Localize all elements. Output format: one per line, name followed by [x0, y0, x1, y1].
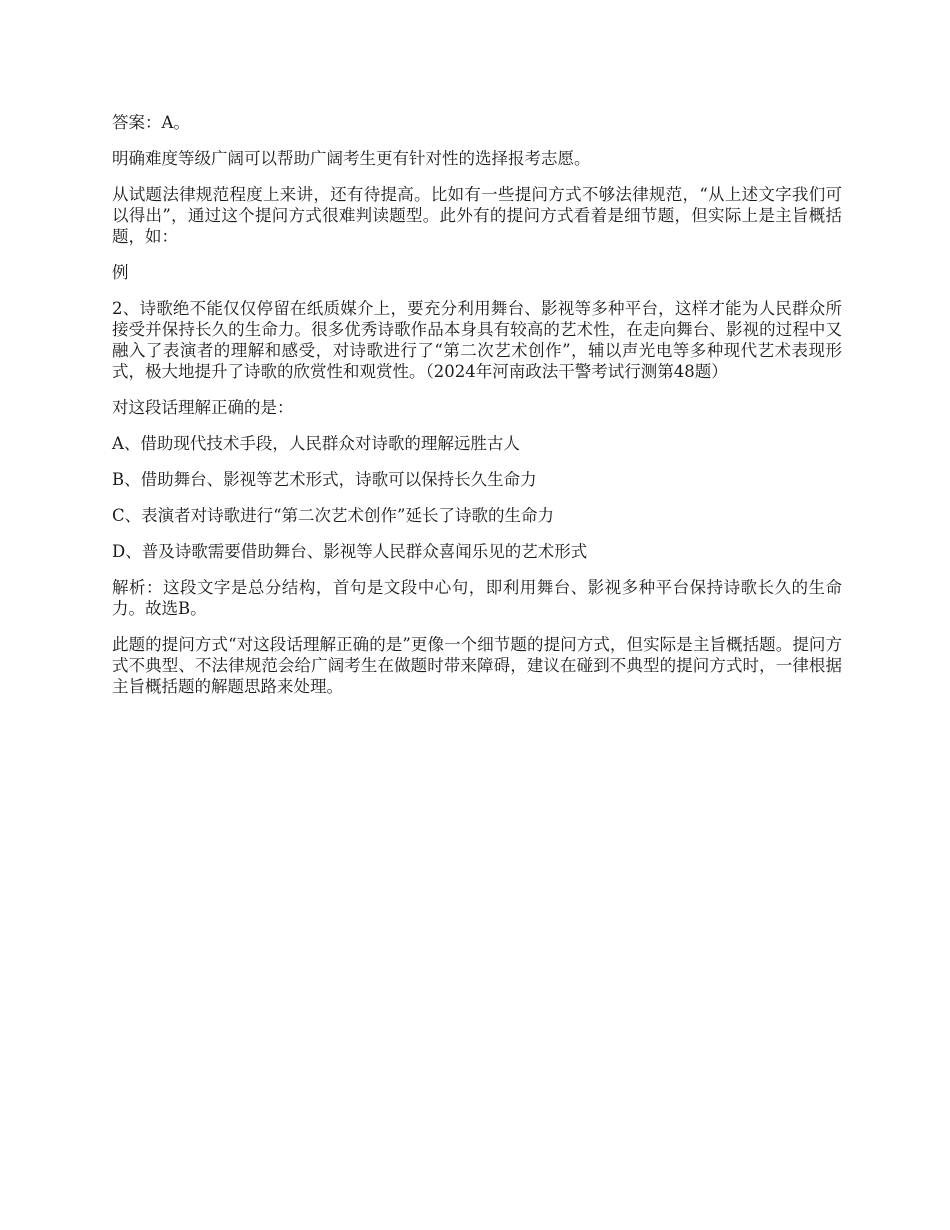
question-stem: 2、诗歌绝不能仅仅停留在纸质媒介上，要充分利用舞台、影视等多种平台，这样才能为人民群众所接受并保持长久的生命力。很多优秀诗歌作品本身具有较高的艺术性，在走向舞台、影视的过程中又融入了表演者的理解和感受，对诗歌进行了“第二次艺术创作”，辅以声光电等多种现代艺术表现形式，极大地提升了诗歌的欣赏性和观赏性。（2024年河南政法干警考试行测第48题）: [112, 299, 842, 381]
example-label: 例: [112, 263, 129, 282]
intro-paragraph: 明确难度等级广阔可以帮助广阔考生更有针对性的选择报考志愿。: [112, 149, 591, 168]
critique-paragraph: 从试题法律规范程度上来讲，还有待提高。比如有一些提问方式不够法律规范，“从上述文字我们可以得出”，通过这个提问方式很难判读题型。此外有的提问方式看着是细节题，但实际上是主旨概括题，如：: [112, 185, 842, 246]
analysis-paragraph: 解析：这段文字是总分结构，首句是文段中心句，即利用舞台、影视多种平台保持诗歌长久的生命力。故选B。: [112, 578, 842, 618]
conclusion-paragraph: 此题的提问方式“对这段话理解正确的是”更像一个细节题的提问方式，但实际是主旨概括题。提问方式不典型、不法律规范会给广阔考生在做题时带来障碍，建议在碰到不典型的提问方式时，一律根据主旨概括题的解题思路来处理。: [112, 635, 842, 696]
option-c: C、表演者对诗歌进行“第二次艺术创作”延长了诗歌的生命力: [112, 506, 554, 525]
document-body: [112, 112, 842, 712]
option-d: D、普及诗歌需要借助舞台、影视等人民群众喜闻乐见的艺术形式: [112, 542, 588, 561]
answer-line: 答案：A。: [112, 113, 190, 132]
question-prompt: 对这段话理解正确的是：: [112, 398, 294, 417]
option-a: A、借助现代技术手段，人民群众对诗歌的理解远胜古人: [112, 434, 520, 453]
option-b: B、借助舞台、影视等艺术形式，诗歌可以保持长久生命力: [112, 470, 537, 489]
